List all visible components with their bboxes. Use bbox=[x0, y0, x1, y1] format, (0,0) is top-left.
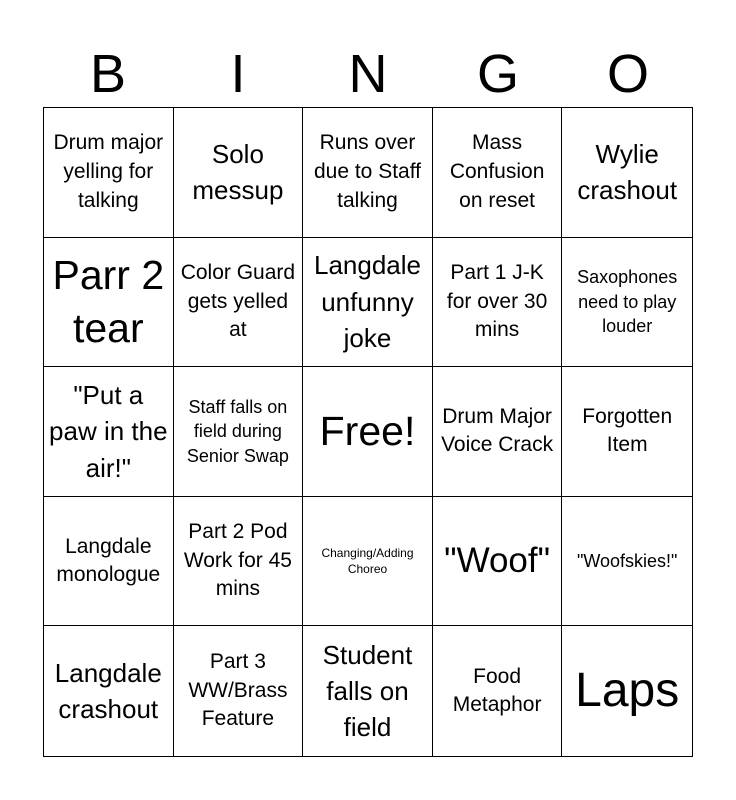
bingo-cell[interactable]: Forgotten Item bbox=[562, 367, 692, 497]
bingo-cell[interactable]: Wylie crashout bbox=[562, 108, 692, 238]
bingo-cell[interactable]: Student falls on field bbox=[303, 626, 433, 756]
bingo-cell[interactable]: Langdale unfunny joke bbox=[303, 238, 433, 368]
free-space-cell[interactable]: Free! bbox=[303, 367, 433, 497]
bingo-cell[interactable]: Part 2 Pod Work for 45 mins bbox=[174, 497, 304, 627]
bingo-header bbox=[43, 40, 693, 108]
header-letter-o: O bbox=[606, 44, 649, 104]
bingo-cell[interactable]: Saxophones need to play louder bbox=[562, 238, 692, 368]
bingo-cell[interactable]: Drum Major Voice Crack bbox=[433, 367, 563, 497]
bingo-cell[interactable]: Runs over due to Staff talking bbox=[303, 108, 433, 238]
bingo-cell[interactable]: Laps bbox=[575, 664, 680, 718]
header-letter-n: N bbox=[348, 44, 388, 104]
bingo-cell[interactable]: Langdale monologue bbox=[44, 497, 174, 627]
header-letter-i: I bbox=[230, 44, 246, 104]
bingo-cell[interactable]: Part 3 WW/Brass Feature bbox=[174, 626, 304, 756]
bingo-cell[interactable]: Part 1 J-K for over 30 mins bbox=[433, 238, 563, 368]
bingo-cell[interactable]: Changing/Adding Choreo bbox=[303, 497, 433, 627]
bingo-cell[interactable]: Mass Confusion on reset bbox=[433, 108, 563, 238]
bingo-cell[interactable]: Langdale crashout bbox=[44, 626, 174, 756]
bingo-cell[interactable]: "Woofskies!" bbox=[562, 497, 692, 627]
header-letter-b: B bbox=[89, 44, 127, 104]
bingo-cell[interactable]: Food Metaphor bbox=[433, 626, 563, 756]
bingo-cell[interactable]: "Woof" bbox=[433, 497, 563, 627]
bingo-grid bbox=[43, 107, 693, 757]
bingo-cell[interactable]: Solo messup bbox=[174, 108, 304, 238]
bingo-cell[interactable]: Color Guard gets yelled at bbox=[174, 238, 304, 368]
bingo-cell[interactable]: Drum major yelling for talking bbox=[44, 108, 174, 238]
bingo-cell[interactable]: "Put a paw in the air!" bbox=[44, 367, 174, 497]
bingo-cell[interactable]: Staff falls on field during Senior Swap bbox=[174, 367, 304, 497]
bingo-cell[interactable]: Parr 2 tear bbox=[44, 238, 174, 368]
header-letter-g: G bbox=[476, 44, 519, 104]
